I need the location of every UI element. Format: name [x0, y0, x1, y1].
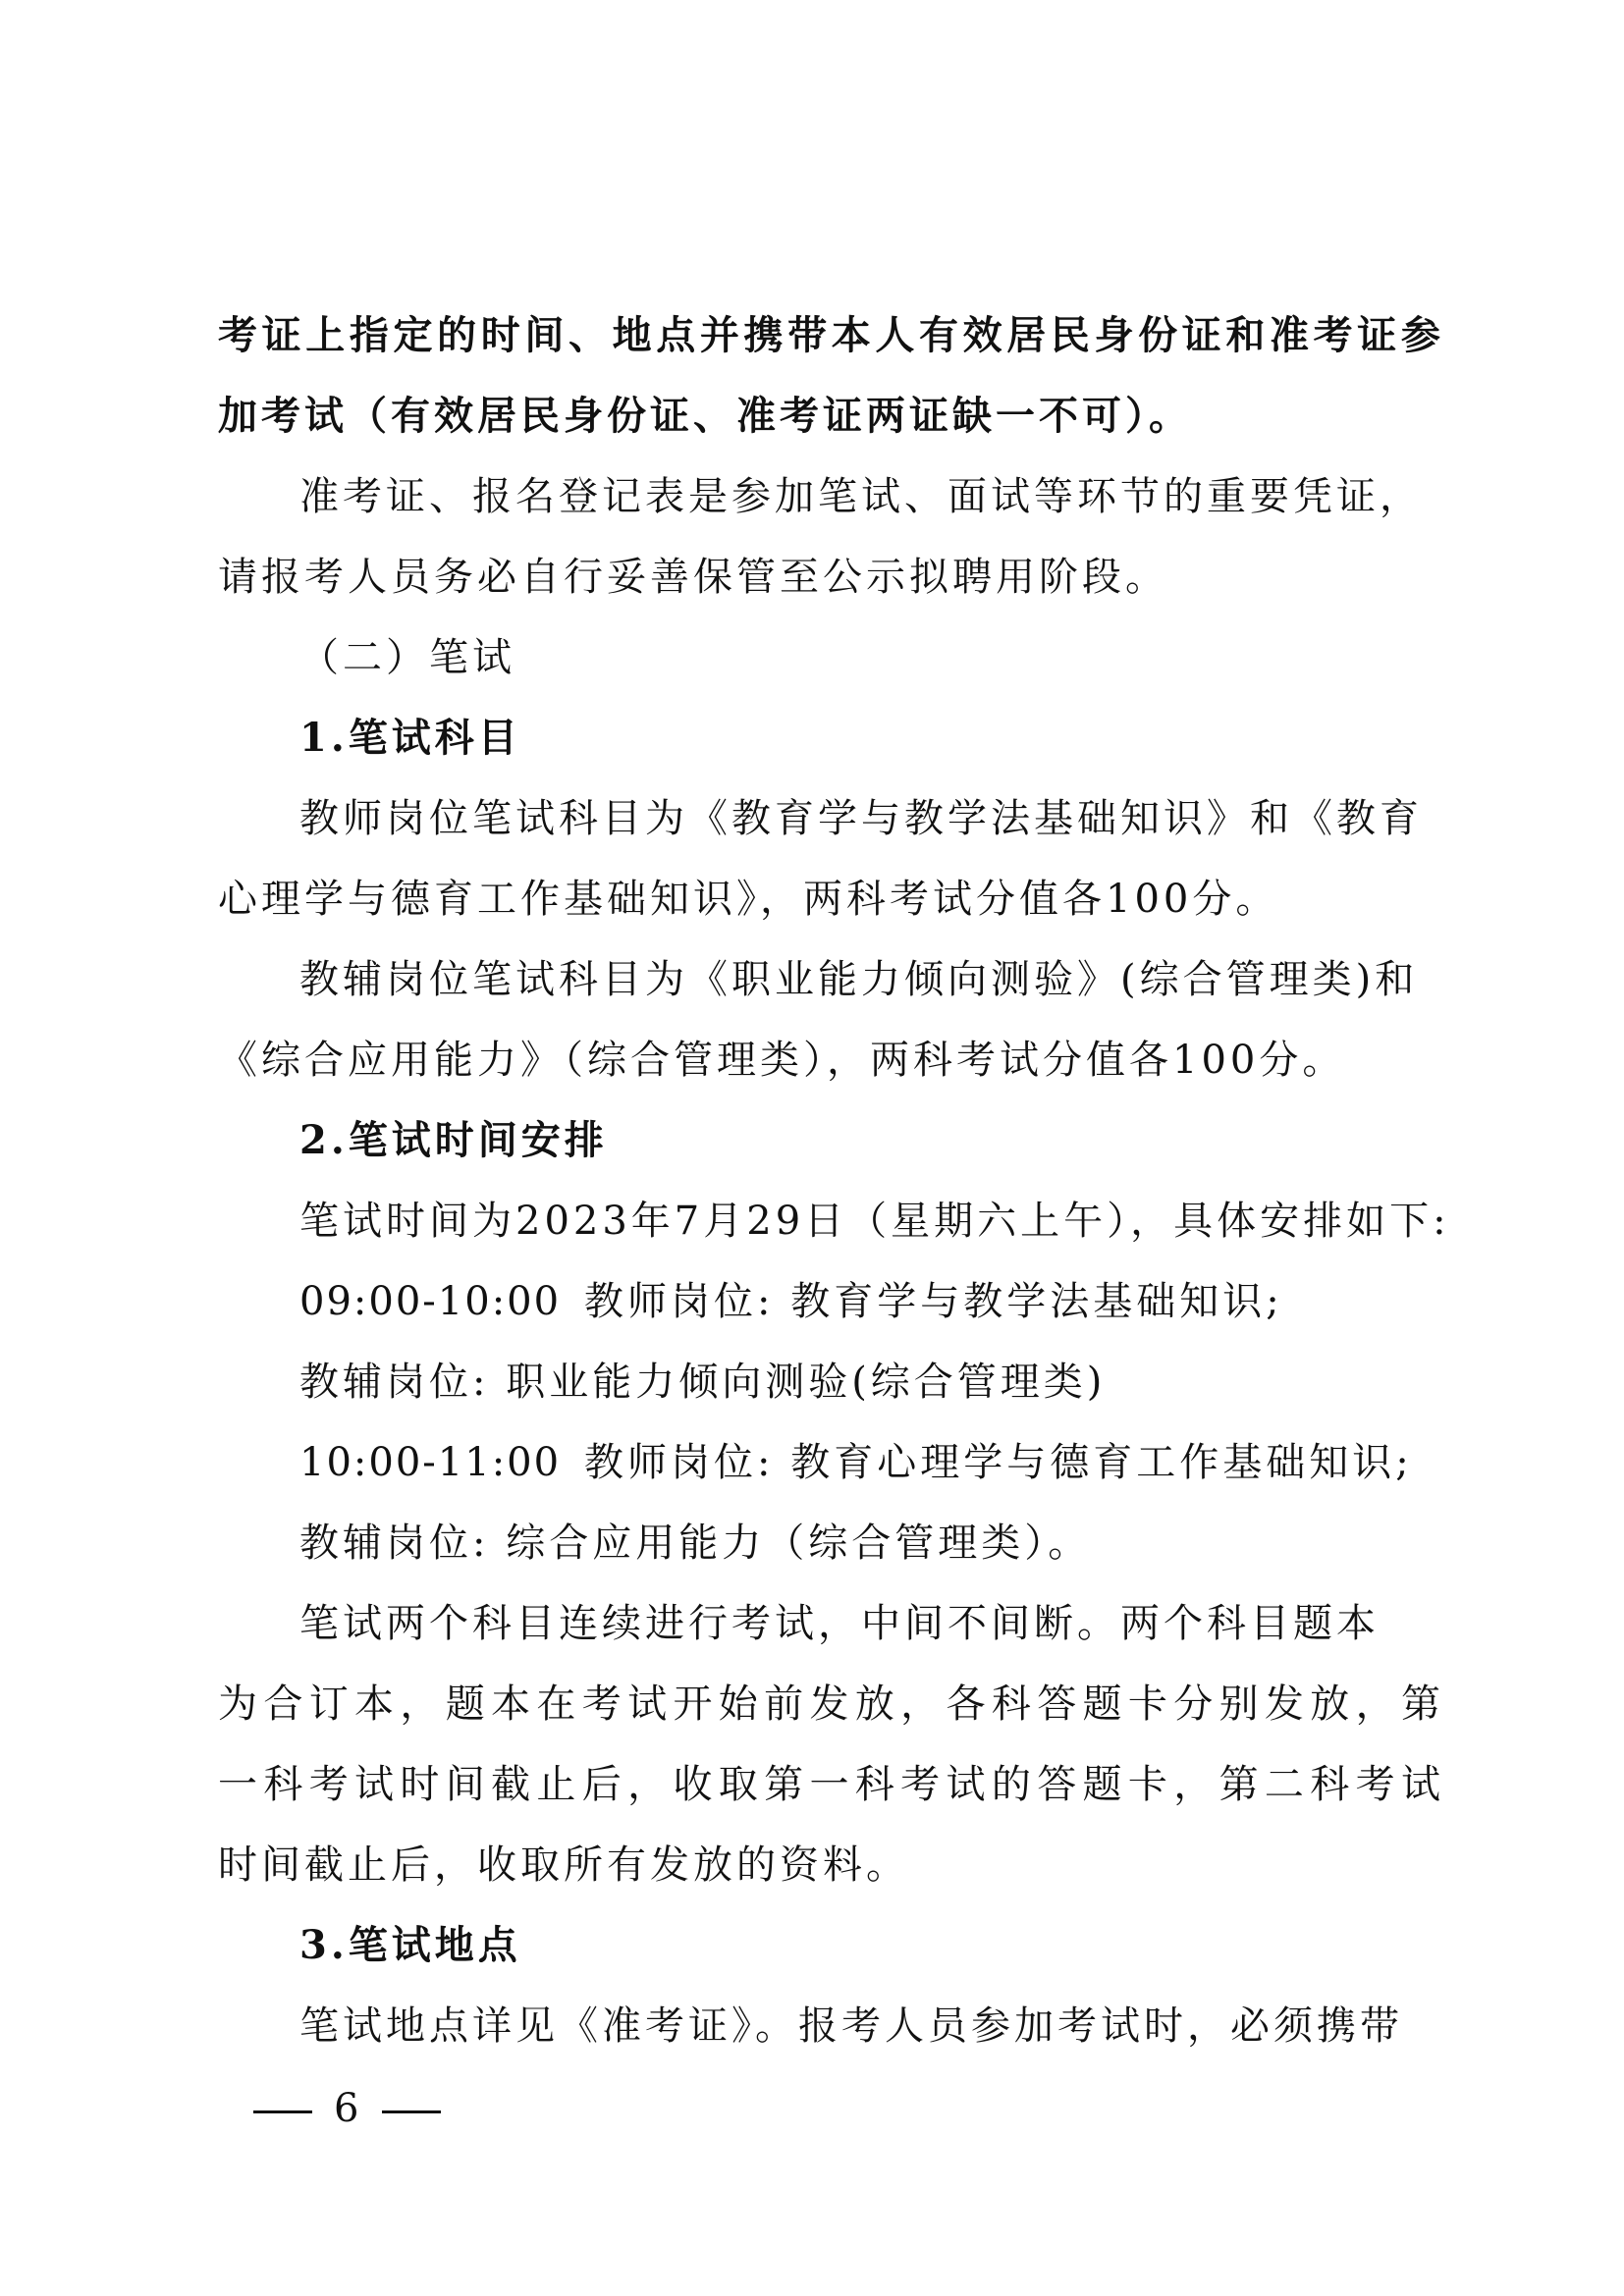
paragraph-line: 准考证、报名登记表是参加笔试、面试等环节的重要凭证，	[299, 474, 1423, 519]
section-heading: （二）笔试	[299, 635, 515, 680]
paragraph-line: 《综合应用能力》（综合管理类），两科考试分值各100分。	[218, 1038, 1346, 1083]
dash-left	[253, 2110, 312, 2113]
text-line: 考 证 上 指 定 的 时 间 、 地 点 并 携 带 本 人 有 效 居 民 身 份 证 和 准 考 证 参	[218, 312, 1440, 358]
schedule-row	[299, 1276, 1283, 1327]
schedule-text: 教辅岗位: 综合应用能力（综合管理类）。	[299, 1521, 1092, 1566]
text-line: 为 合 订 本 ， 题 本 在 考 试 开 始 前 发 放 ， 各 科 答 题 卡 分 别 发 放 ， 第	[218, 1682, 1440, 1727]
schedule-text: 教师岗位: 教育心理学与德育工作基础知识;	[584, 1440, 1413, 1485]
paragraph-line: 笔试时间为2023年7月29日（星期六上午），具体安排如下:	[299, 1199, 1450, 1244]
page-number: 6	[334, 2086, 361, 2131]
paragraph-line: 时间截止后，收取所有发放的资料。	[218, 1842, 909, 1888]
schedule-row	[299, 1357, 1106, 1408]
dash-right	[382, 2110, 441, 2113]
paragraph-line	[0, 310, 1624, 361]
subsection-heading: 3.笔试地点	[299, 1922, 521, 1968]
schedule-time: 09:00-10:00	[299, 1279, 562, 1324]
schedule-text: 教辅岗位: 职业能力倾向测验(综合管理类)	[299, 1360, 1107, 1405]
paragraph-line: 教辅岗位笔试科目为《职业能力倾向测验》(综合管理类)和	[299, 957, 1419, 1002]
subsection-heading: 2.笔试时间安排	[299, 1117, 608, 1163]
schedule-time: 10:00-11:00	[299, 1440, 562, 1485]
text-line: 一 科 考 试 时 间 截 止 后 ， 收 取 第 一 科 考 试 的 答 题 卡 ， 第 二 科 考 试	[218, 1762, 1440, 1807]
paragraph-line: 笔试地点详见《准考证》。报考人员参加考试时，必须携带	[299, 2003, 1403, 2049]
subsection-heading: 1.笔试科目	[299, 715, 521, 761]
paragraph-line: 笔试两个科目连续进行考试，中间不间断。两个科目题本	[299, 1601, 1380, 1646]
schedule-text: 教师岗位: 教育学与教学法基础知识;	[584, 1279, 1283, 1324]
paragraph-line: 加考试（有效居民身份证、准考证两证缺一不可）。	[218, 393, 1192, 439]
page-footer	[253, 2083, 441, 2134]
schedule-row	[299, 1437, 1413, 1488]
schedule-row	[299, 1518, 1091, 1569]
paragraph-line: 心理学与德育工作基础知识》，两科考试分值各100分。	[218, 877, 1279, 922]
paragraph-line	[0, 1759, 1624, 1810]
paragraph-line: 请报考人员务必自行妥善保管至公示拟聘用阶段。	[218, 555, 1168, 600]
paragraph-line	[0, 1679, 1624, 1730]
paragraph-line: 教师岗位笔试科目为《教育学与教学法基础知识》和《教育	[299, 796, 1423, 841]
